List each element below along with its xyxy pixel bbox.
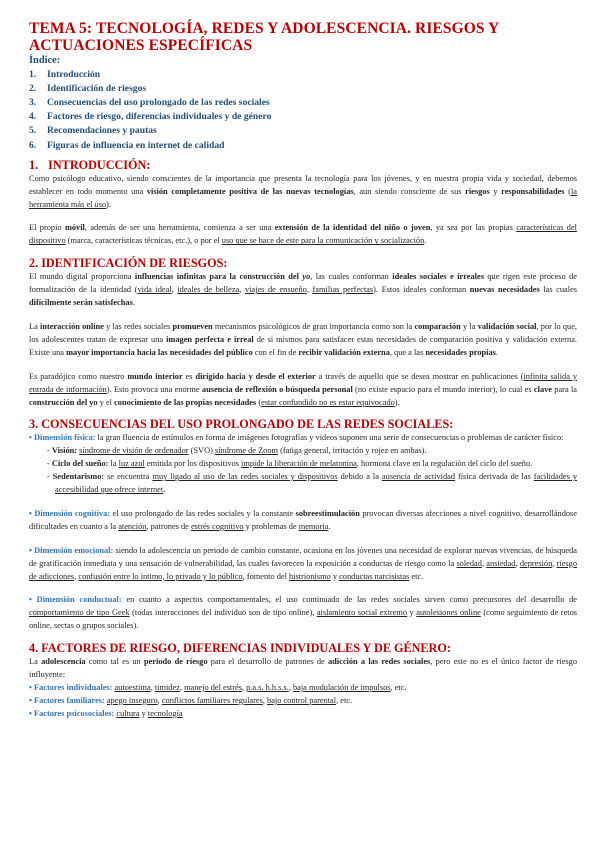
section-1-paragraph-2: El propio móvil, además de ser una herramienta, comienza a ser una extensión de la identidad del niño o joven, ya sea por las propias características del dispositivo (marca, características técnicas, etc.), o por el uso que se hace de este para la comunicación y socialización. xyxy=(29,223,577,246)
index-heading: Índice: xyxy=(29,55,61,66)
index-item[interactable]: 1. Introducción xyxy=(29,68,101,80)
dimension-fisica: • Dimensión física: la gran fluencia de estímulos en forma de imágenes fotografías y videos suponen una serie de consecuencias o problemas de carácter físico: xyxy=(29,433,564,443)
dimension-emocional: • Dimensión emocional: siendo la adolescencia un periodo de cambio constante, ocasiona en los jóvenes una necesidad de explorar nuevas vivencias, de búsqueda de gratificación inmediata y una sensación de vulnerabilidad, las cuales favorecen la exposición a conductas de riesgo como la soledad, ansiedad, depresión, riesgo de adicciones, confusión entre lo íntimo, lo privado y lo público, fomento del histrionismo y conductas narcisistas etc. xyxy=(29,545,578,581)
section-3-heading: 3. CONSECUENCIAS DEL USO PROLONGADO DE LAS REDES SOCIALES: xyxy=(29,417,454,432)
section-1-paragraph-1: Como psicólogo educativo, siendo conscientes de la importancia que presenta la tecnología para los jóvenes, y en nuestra propia vida y sociedad, debemos establecer en todo momento una visión completamente positiva de las nuevas tecnologías, aun siendo consciente de sus riesgos y responsabilidades (la herramienta más el uso). xyxy=(29,173,577,209)
dimension-cognitiva: • Dimensión cognitiva: el uso prolongado de las redes sociales y la constante sobreestimulación provocan diversas afecciones a nivel cognitivo, desarrollándose dificultades en cuanto a la atención, patrones de estrés cognitivo y problemas de memoria. xyxy=(29,508,577,531)
section-2-paragraph-3: Es paradójico como nuestro mundo interior es dirigido hacia y desde el exterior a través de aquello que se desea mostrar en publicaciones (infinita salida y entrada de información). Esto provoca una enorme ausencia de reflexión o búsqueda personal (no existe espacio para el mundo interior), lo cual es clave para la construcción del yo y el conocimiento de las propias necesidades (estar confundido no es estar equivocado). xyxy=(29,371,578,407)
dimension-conductual: • Dimensión conductual: en cuanto a aspectos comportamentales, el uso continuado de las redes sociales sirven como precursores del desarrollo de comportamiento de tipo Geek (todas interacciones del individuo son de tipo online), aislamiento social extremo y autolesiones online (como seguimiento de retos online, sectas o grupos sociales). xyxy=(29,595,578,631)
document-title: TEMA 5: TECNOLOGÍA, REDES Y ADOLESCENCIA. RIESGOS Y ACTUACIONES ESPECÍFICAS xyxy=(29,20,499,54)
section-2-heading: 2. IDENTIFICACIÓN DE RIESGOS: xyxy=(29,256,228,271)
sleep-cycle-item: - Ciclo del sueño: la luz azul emitida por los dispositivos impide la liberación de melatonina, hormona clave en la regulación del ciclo del sueño. xyxy=(47,459,533,469)
index-item[interactable]: 2. Identificación de riesgos xyxy=(29,82,147,94)
section-2-paragraph-1: El mundo digital proporciona influencias infinitas para la construcción del yo, las cuales conforman ideales sociales e irreales que rigen este proceso de formalización de la identidad (vida ideal, ideales de belleza, viajes de ensueño, familias perfectas). Estos ideales conforman nuevas necesidades las cuales difícilmente serán satisfechas. xyxy=(29,272,578,308)
section-4-heading: 4. FACTORES DE RIESGO, DIFERENCIAS INDIVIDUALES Y DE GÉNERO: xyxy=(29,641,451,656)
document-page xyxy=(29,20,577,721)
index-item[interactable]: 5. Recomendaciones y pautas xyxy=(29,125,157,137)
individual-factors: • Factores individuales: autoestima, timidez, manejo del estrés, p.a.s. h.h.s.s., baja modulación de impulsos, etc. xyxy=(29,683,407,692)
vision-item: - Visión: síndrome de visión de ordenador (SVO) síndrome de Zoom (fatiga general, irritación y rojez en ambas). xyxy=(47,446,427,456)
psychosocial-factors: • Factores psicosociales: cultura y tecnología xyxy=(29,708,183,718)
index-item[interactable]: 6. Figuras de influencia en internet de calidad xyxy=(29,139,225,151)
section-4-intro: La adolescencia como tal es un periodo de riesgo para el desarrollo de patrones de adicción a las redes sociales, pero este no es el único factor de riesgo influyente: xyxy=(29,657,578,680)
sedentarism-item: - Sedentarismo: se encuentra muy ligado al uso de las redes sociales y dispositivos debido a la ausencia de actividad física derivada de las facilidades y accesibilidad que ofrece internet. xyxy=(47,472,578,495)
family-factors: • Factores familiares: apego inseguro, conflictos familiares regulares, bajo control parental, etc. xyxy=(29,695,353,705)
index-list xyxy=(29,68,577,153)
index-item[interactable]: 3. Consecuencias del uso prolongado de las redes sociales xyxy=(29,96,270,108)
section-1-heading: 1. INTRODUCCIÓN: xyxy=(29,157,151,172)
section-2-paragraph-2: La interacción online y las redes sociales promueven mecanismos psicológicos de gran importancia como son la comparación y la validación social, por lo que, los adolescentes tratan de expresar una imagen perfecta e irreal de si mismos para satisfacer estas necesidades de comparación positiva y validación externa. Existe una mayor importancia hacia las necesidades del público con el fin de recibir validación externa, que a las necesidades propias. xyxy=(29,321,578,357)
index-item[interactable]: 4. Factores de riesgo, diferencias individuales y de género xyxy=(29,111,272,123)
